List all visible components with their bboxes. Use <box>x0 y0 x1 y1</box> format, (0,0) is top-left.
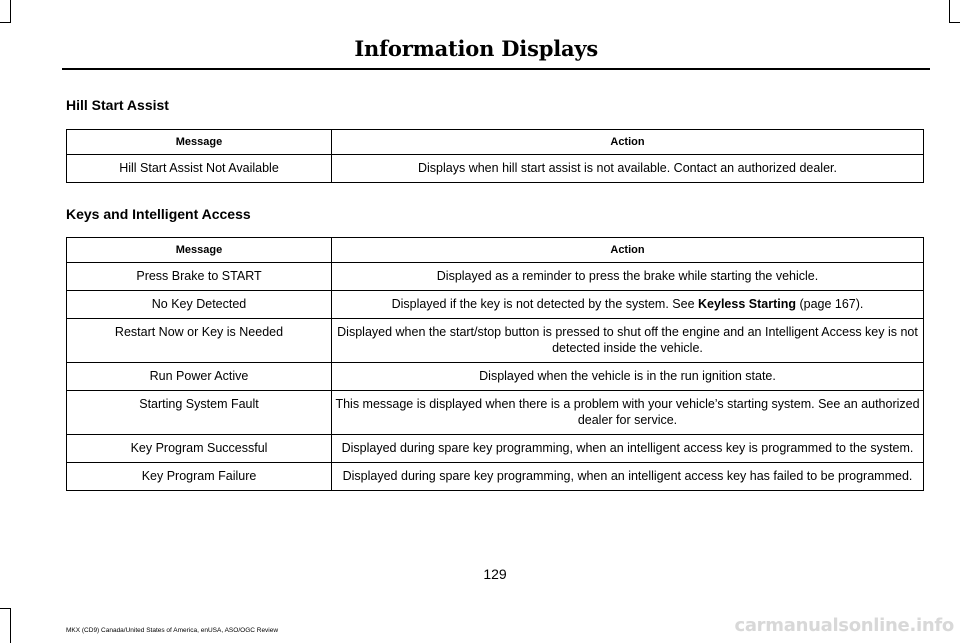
message-cell: Run Power Active <box>67 363 332 391</box>
message-cell: Press Brake to START <box>67 263 332 291</box>
message-cell: Key Program Failure <box>67 463 332 491</box>
message-cell: No Key Detected <box>67 291 332 319</box>
table-row <box>67 291 924 319</box>
table-row <box>67 463 924 491</box>
action-cell <box>332 291 924 319</box>
action-cell: Displayed during spare key programming, when an intelligent access key has failed to be programmed. <box>332 463 924 491</box>
table-header-row <box>67 130 924 155</box>
table-row <box>67 155 924 183</box>
message-cell: Hill Start Assist Not Available <box>67 155 332 183</box>
crop-mark-bottom-left-v <box>10 608 11 643</box>
document-id: MKX (CD9) Canada/United States of America, enUSA, ASO/OGC Review <box>66 627 279 634</box>
section-heading-keys-intelligent-access: Keys and Intelligent Access <box>66 206 251 222</box>
cross-reference-link[interactable]: Keyless Starting <box>698 297 796 311</box>
page-reference: (page 167). <box>795 297 864 311</box>
table-row <box>67 391 924 435</box>
table-row <box>67 435 924 463</box>
message-cell: Key Program Successful <box>67 435 332 463</box>
hill-start-assist-table <box>66 129 924 183</box>
page-number: 129 <box>483 566 507 582</box>
crop-mark-top-right-h <box>949 22 960 23</box>
action-cell: Displayed as a reminder to press the brake while starting the vehicle. <box>332 263 924 291</box>
action-cell: This message is displayed when there is a problem with your vehicle’s starting system. See an authorized dealer for service. <box>332 391 924 435</box>
page-title: Information Displays <box>354 36 598 61</box>
action-cell: Displayed when the start/stop button is pressed to shut off the engine and an Intelligent Access key is not detected inside the vehicle. <box>332 319 924 363</box>
keys-intelligent-access-table <box>66 237 924 491</box>
column-header-action: Action <box>332 130 924 155</box>
watermark: carmanualsonline.info <box>734 615 954 636</box>
section-heading-hill-start-assist: Hill Start Assist <box>66 97 169 113</box>
table-header-row <box>67 238 924 263</box>
column-header-message: Message <box>67 238 332 263</box>
message-cell: Starting System Fault <box>67 391 332 435</box>
crop-mark-top-left-h <box>0 22 11 23</box>
table-row <box>67 363 924 391</box>
column-header-message: Message <box>67 130 332 155</box>
table-row <box>67 319 924 363</box>
header-rule <box>62 68 930 70</box>
action-text: Displayed if the key is not detected by the system. See <box>391 297 699 311</box>
action-cell: Displayed when the vehicle is in the run ignition state. <box>332 363 924 391</box>
column-header-action: Action <box>332 238 924 263</box>
message-cell: Restart Now or Key is Needed <box>67 319 332 363</box>
action-cell: Displayed during spare key programming, when an intelligent access key is programmed to the system. <box>332 435 924 463</box>
action-cell: Displays when hill start assist is not available. Contact an authorized dealer. <box>332 155 924 183</box>
crop-mark-top-left-v <box>10 0 11 22</box>
crop-mark-bottom-left-h <box>0 608 11 609</box>
table-row <box>67 263 924 291</box>
crop-mark-top-right-v <box>949 0 950 22</box>
